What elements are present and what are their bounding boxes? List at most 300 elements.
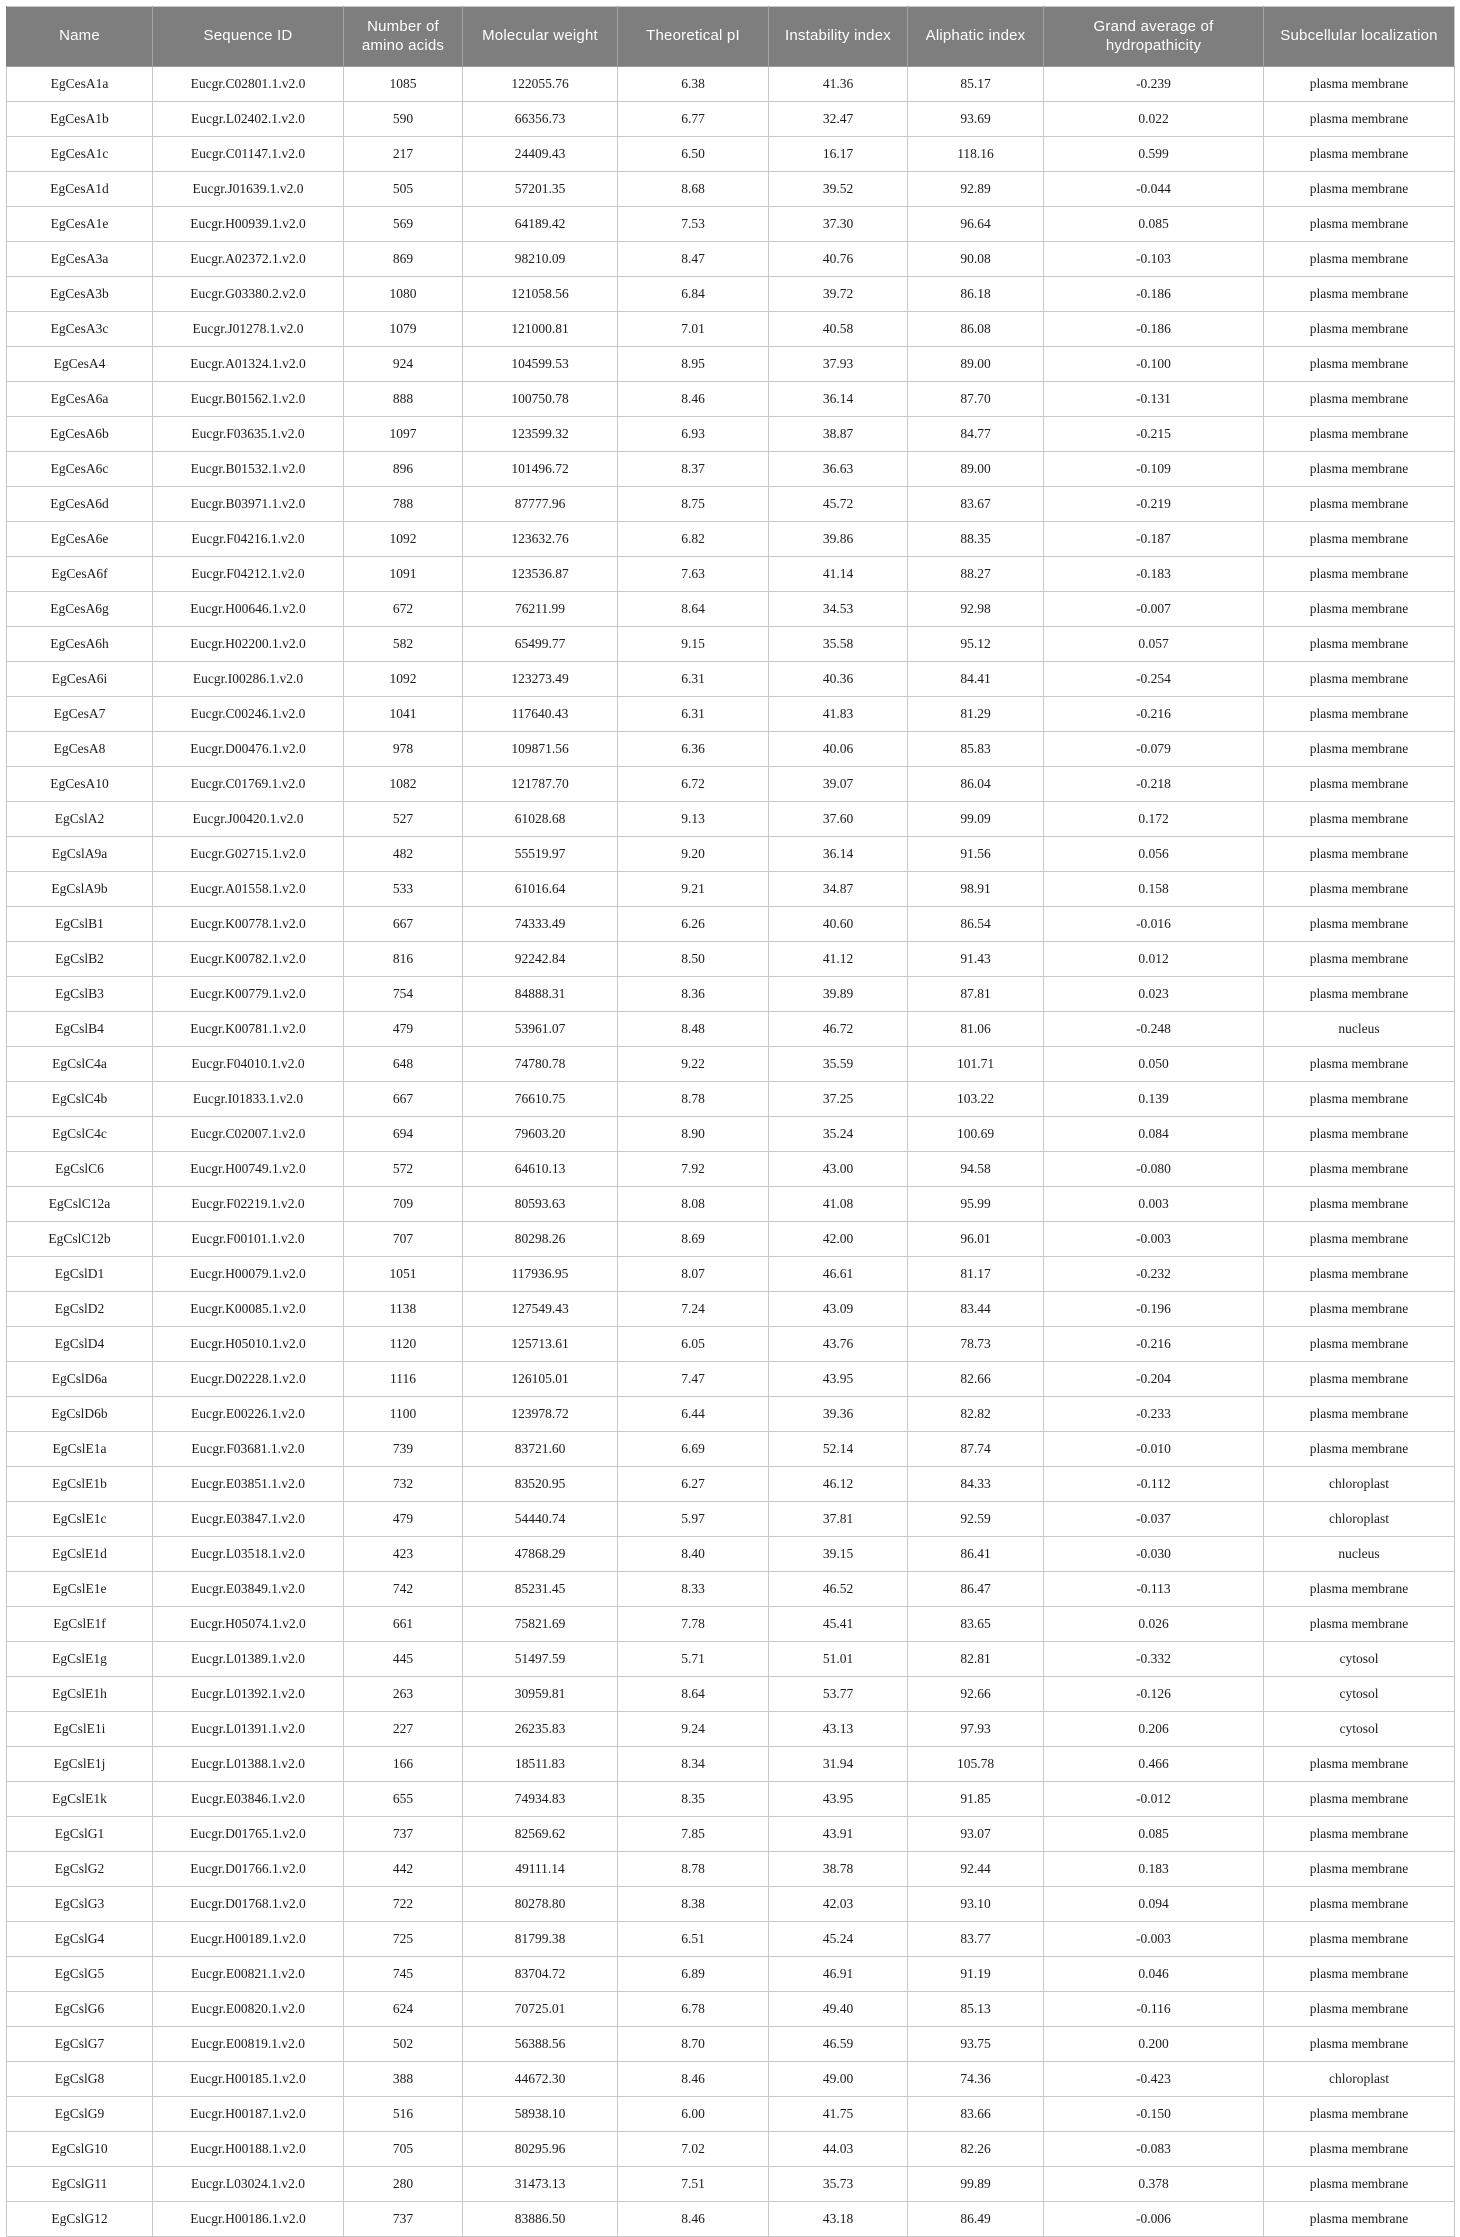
table-cell: 49111.14	[463, 1852, 618, 1887]
table-cell: Eucgr.A02372.1.v2.0	[153, 242, 344, 277]
table-cell: EgCslG4	[7, 1922, 153, 1957]
table-cell: 1092	[344, 522, 463, 557]
table-cell: 0.172	[1044, 802, 1264, 837]
table-cell: 8.64	[618, 592, 769, 627]
table-cell: EgCslG2	[7, 1852, 153, 1887]
table-cell: 70725.01	[463, 1992, 618, 2027]
table-cell: 49.00	[769, 2062, 908, 2097]
table-cell: 37.25	[769, 1082, 908, 1117]
table-cell: 8.08	[618, 1187, 769, 1222]
table-cell: 83.65	[908, 1607, 1044, 1642]
table-cell: 527	[344, 802, 463, 837]
table-cell: plasma membrane	[1264, 1852, 1455, 1887]
table-cell: plasma membrane	[1264, 627, 1455, 662]
table-row	[7, 1747, 1455, 1782]
table-cell: 1080	[344, 277, 463, 312]
table-cell: 31.94	[769, 1747, 908, 1782]
table-cell: 482	[344, 837, 463, 872]
table-cell: plasma membrane	[1264, 2202, 1455, 2237]
table-cell: plasma membrane	[1264, 1607, 1455, 1642]
table-cell: EgCslG1	[7, 1817, 153, 1852]
table-cell: 122055.76	[463, 67, 618, 102]
table-cell: 24409.43	[463, 137, 618, 172]
table-cell: 40.60	[769, 907, 908, 942]
table-cell: -0.215	[1044, 417, 1264, 452]
table-cell: 82.66	[908, 1362, 1044, 1397]
table-cell: 705	[344, 2132, 463, 2167]
table-cell: 41.14	[769, 557, 908, 592]
table-cell: 672	[344, 592, 463, 627]
table-cell: 7.24	[618, 1292, 769, 1327]
table-cell: 91.56	[908, 837, 1044, 872]
table-row	[7, 2132, 1455, 2167]
table-cell: 96.64	[908, 207, 1044, 242]
table-cell: 655	[344, 1782, 463, 1817]
table-cell: EgCslC4a	[7, 1047, 153, 1082]
table-cell: 8.78	[618, 1852, 769, 1887]
table-cell: 479	[344, 1012, 463, 1047]
table-cell: Eucgr.F03681.1.v2.0	[153, 1432, 344, 1467]
table-header-row	[7, 7, 1455, 67]
table-row	[7, 1782, 1455, 1817]
table-row	[7, 1257, 1455, 1292]
table-cell: 92242.84	[463, 942, 618, 977]
table-cell: EgCslE1h	[7, 1677, 153, 1712]
table-cell: 0.084	[1044, 1117, 1264, 1152]
table-cell: EgCslG3	[7, 1887, 153, 1922]
table-row	[7, 277, 1455, 312]
table-cell: 74780.78	[463, 1047, 618, 1082]
table-cell: 0.023	[1044, 977, 1264, 1012]
table-cell: 45.41	[769, 1607, 908, 1642]
table-cell: plasma membrane	[1264, 732, 1455, 767]
table-cell: 86.08	[908, 312, 1044, 347]
table-cell: Eucgr.C02801.1.v2.0	[153, 67, 344, 102]
table-cell: -0.003	[1044, 1222, 1264, 1257]
table-cell: -0.044	[1044, 172, 1264, 207]
table-cell: 6.89	[618, 1957, 769, 1992]
table-cell: plasma membrane	[1264, 102, 1455, 137]
table-cell: 39.86	[769, 522, 908, 557]
table-cell: 82569.62	[463, 1817, 618, 1852]
table-cell: plasma membrane	[1264, 137, 1455, 172]
table-cell: 694	[344, 1117, 463, 1152]
table-cell: plasma membrane	[1264, 1957, 1455, 1992]
table-cell: plasma membrane	[1264, 802, 1455, 837]
table-cell: 39.52	[769, 172, 908, 207]
table-cell: plasma membrane	[1264, 1117, 1455, 1152]
table-row	[7, 1047, 1455, 1082]
table-cell: 83.66	[908, 2097, 1044, 2132]
table-row	[7, 1117, 1455, 1152]
table-row	[7, 102, 1455, 137]
table-cell: Eucgr.E03849.1.v2.0	[153, 1572, 344, 1607]
table-cell: EgCslC4b	[7, 1082, 153, 1117]
table-cell: Eucgr.K00781.1.v2.0	[153, 1012, 344, 1047]
table-cell: -0.186	[1044, 277, 1264, 312]
table-cell: Eucgr.E00819.1.v2.0	[153, 2027, 344, 2062]
table-cell: Eucgr.H00188.1.v2.0	[153, 2132, 344, 2167]
table-cell: EgCslC4c	[7, 1117, 153, 1152]
table-cell: plasma membrane	[1264, 872, 1455, 907]
table-cell: 8.40	[618, 1537, 769, 1572]
table-cell: 7.85	[618, 1817, 769, 1852]
table-cell: -0.012	[1044, 1782, 1264, 1817]
table-cell: EgCslA9a	[7, 837, 153, 872]
table-cell: 7.92	[618, 1152, 769, 1187]
table-cell: plasma membrane	[1264, 767, 1455, 802]
table-cell: 84.41	[908, 662, 1044, 697]
table-row	[7, 452, 1455, 487]
table-cell: plasma membrane	[1264, 1572, 1455, 1607]
table-cell: Eucgr.E03847.1.v2.0	[153, 1502, 344, 1537]
table-cell: 6.31	[618, 697, 769, 732]
table-cell: 101.71	[908, 1047, 1044, 1082]
table-cell: plasma membrane	[1264, 417, 1455, 452]
table-cell: 36.14	[769, 837, 908, 872]
table-cell: 8.75	[618, 487, 769, 522]
table-cell: Eucgr.L01389.1.v2.0	[153, 1642, 344, 1677]
table-cell: Eucgr.E03846.1.v2.0	[153, 1782, 344, 1817]
table-cell: 1051	[344, 1257, 463, 1292]
column-header-molecular-weight: Molecular weight	[463, 7, 618, 67]
table-cell: EgCslG11	[7, 2167, 153, 2202]
table-cell: 83886.50	[463, 2202, 618, 2237]
table-cell: 88.35	[908, 522, 1044, 557]
table-cell: 8.35	[618, 1782, 769, 1817]
table-row	[7, 1957, 1455, 1992]
table-row	[7, 67, 1455, 102]
table-cell: 667	[344, 907, 463, 942]
table-cell: 84.33	[908, 1467, 1044, 1502]
table-cell: 8.46	[618, 382, 769, 417]
table-cell: 84.77	[908, 417, 1044, 452]
table-cell: 46.52	[769, 1572, 908, 1607]
table-cell: 0.003	[1044, 1187, 1264, 1222]
table-cell: 6.05	[618, 1327, 769, 1362]
table-cell: 80298.26	[463, 1222, 618, 1257]
table-cell: 76610.75	[463, 1082, 618, 1117]
table-cell: 6.36	[618, 732, 769, 767]
table-cell: plasma membrane	[1264, 1397, 1455, 1432]
table-cell: Eucgr.J01278.1.v2.0	[153, 312, 344, 347]
table-cell: -0.254	[1044, 662, 1264, 697]
table-cell: plasma membrane	[1264, 67, 1455, 102]
table-cell: EgCslE1b	[7, 1467, 153, 1502]
table-cell: 46.59	[769, 2027, 908, 2062]
table-cell: cytosol	[1264, 1677, 1455, 1712]
table-row	[7, 1572, 1455, 1607]
table-cell: Eucgr.I00286.1.v2.0	[153, 662, 344, 697]
table-cell: 103.22	[908, 1082, 1044, 1117]
table-cell: EgCslE1g	[7, 1642, 153, 1677]
table-cell: 388	[344, 2062, 463, 2097]
table-cell: 65499.77	[463, 627, 618, 662]
table-cell: 8.64	[618, 1677, 769, 1712]
table-cell: 442	[344, 1852, 463, 1887]
table-cell: plasma membrane	[1264, 1047, 1455, 1082]
table-cell: 1041	[344, 697, 463, 732]
table-cell: 1116	[344, 1362, 463, 1397]
table-cell: Eucgr.H05074.1.v2.0	[153, 1607, 344, 1642]
table-cell: 92.44	[908, 1852, 1044, 1887]
table-cell: 1085	[344, 67, 463, 102]
table-cell: Eucgr.B01562.1.v2.0	[153, 382, 344, 417]
table-cell: 6.50	[618, 137, 769, 172]
table-cell: 100750.78	[463, 382, 618, 417]
table-cell: 7.01	[618, 312, 769, 347]
table-cell: -0.007	[1044, 592, 1264, 627]
table-cell: -0.150	[1044, 2097, 1264, 2132]
table-cell: 123273.49	[463, 662, 618, 697]
table-cell: 6.44	[618, 1397, 769, 1432]
table-cell: -0.016	[1044, 907, 1264, 942]
table-cell: plasma membrane	[1264, 207, 1455, 242]
table-cell: plasma membrane	[1264, 1432, 1455, 1467]
table-cell: 0.206	[1044, 1712, 1264, 1747]
table-cell: plasma membrane	[1264, 2097, 1455, 2132]
table-cell: 6.51	[618, 1922, 769, 1957]
table-cell: 217	[344, 137, 463, 172]
table-cell: 46.91	[769, 1957, 908, 1992]
table-cell: 86.18	[908, 277, 1044, 312]
table-cell: Eucgr.J00420.1.v2.0	[153, 802, 344, 837]
table-cell: 47868.29	[463, 1537, 618, 1572]
table-cell: 754	[344, 977, 463, 1012]
table-cell: 85231.45	[463, 1572, 618, 1607]
table-cell: 0.022	[1044, 102, 1264, 137]
table-cell: 46.72	[769, 1012, 908, 1047]
table-cell: 39.36	[769, 1397, 908, 1432]
table-cell: plasma membrane	[1264, 2027, 1455, 2062]
table-cell: EgCesA6h	[7, 627, 153, 662]
table-cell: Eucgr.H00187.1.v2.0	[153, 2097, 344, 2132]
table-cell: 32.47	[769, 102, 908, 137]
table-row	[7, 1327, 1455, 1362]
table-cell: 81.29	[908, 697, 1044, 732]
table-cell: 569	[344, 207, 463, 242]
table-cell: 263	[344, 1677, 463, 1712]
table-cell: Eucgr.B03971.1.v2.0	[153, 487, 344, 522]
table-cell: 8.36	[618, 977, 769, 1012]
table-cell: 109871.56	[463, 732, 618, 767]
table-cell: plasma membrane	[1264, 1887, 1455, 1922]
table-cell: 43.76	[769, 1327, 908, 1362]
table-cell: Eucgr.E03851.1.v2.0	[153, 1467, 344, 1502]
table-cell: 35.59	[769, 1047, 908, 1082]
table-cell: 1100	[344, 1397, 463, 1432]
table-cell: 92.89	[908, 172, 1044, 207]
table-cell: 83.77	[908, 1922, 1044, 1957]
table-cell: 39.89	[769, 977, 908, 1012]
table-cell: 44.03	[769, 2132, 908, 2167]
table-cell: 37.60	[769, 802, 908, 837]
table-cell: 9.21	[618, 872, 769, 907]
table-cell: nucleus	[1264, 1537, 1455, 1572]
table-cell: EgCslG10	[7, 2132, 153, 2167]
table-row	[7, 2027, 1455, 2062]
table-cell: 1092	[344, 662, 463, 697]
table-row	[7, 557, 1455, 592]
table-cell: EgCslE1e	[7, 1572, 153, 1607]
table-cell: 41.83	[769, 697, 908, 732]
table-cell: 7.53	[618, 207, 769, 242]
table-cell: plasma membrane	[1264, 487, 1455, 522]
table-row	[7, 1012, 1455, 1047]
table-cell: 87.81	[908, 977, 1044, 1012]
table-cell: Eucgr.E00821.1.v2.0	[153, 1957, 344, 1992]
table-cell: -0.103	[1044, 242, 1264, 277]
table-row	[7, 1502, 1455, 1537]
table-row	[7, 1397, 1455, 1432]
table-cell: Eucgr.A01558.1.v2.0	[153, 872, 344, 907]
table-cell: Eucgr.H00186.1.v2.0	[153, 2202, 344, 2237]
table-cell: Eucgr.A01324.1.v2.0	[153, 347, 344, 382]
table-cell: EgCslB2	[7, 942, 153, 977]
table-cell: Eucgr.K00085.1.v2.0	[153, 1292, 344, 1327]
table-cell: EgCslA9b	[7, 872, 153, 907]
table-row	[7, 1642, 1455, 1677]
table-cell: Eucgr.G03380.2.v2.0	[153, 277, 344, 312]
table-cell: plasma membrane	[1264, 1082, 1455, 1117]
table-cell: 104599.53	[463, 347, 618, 382]
table-cell: 31473.13	[463, 2167, 618, 2202]
table-cell: -0.219	[1044, 487, 1264, 522]
table-cell: 35.73	[769, 2167, 908, 2202]
table-cell: 9.15	[618, 627, 769, 662]
table-cell: Eucgr.H00185.1.v2.0	[153, 2062, 344, 2097]
table-cell: EgCslD1	[7, 1257, 153, 1292]
table-cell: EgCslE1f	[7, 1607, 153, 1642]
table-cell: EgCesA1e	[7, 207, 153, 242]
table-cell: 93.69	[908, 102, 1044, 137]
table-cell: 582	[344, 627, 463, 662]
table-cell: EgCslB4	[7, 1012, 153, 1047]
table-row	[7, 942, 1455, 977]
table-row	[7, 1187, 1455, 1222]
table-cell: 0.599	[1044, 137, 1264, 172]
table-cell: 80295.96	[463, 2132, 618, 2167]
table-row	[7, 592, 1455, 627]
table-cell: 1079	[344, 312, 463, 347]
table-cell: 51497.59	[463, 1642, 618, 1677]
table-cell: EgCesA6e	[7, 522, 153, 557]
table-cell: Eucgr.H00939.1.v2.0	[153, 207, 344, 242]
table-cell: plasma membrane	[1264, 1327, 1455, 1362]
table-cell: 56388.56	[463, 2027, 618, 2062]
table-cell: EgCesA1a	[7, 67, 153, 102]
table-cell: 227	[344, 1712, 463, 1747]
table-cell: 6.84	[618, 277, 769, 312]
table-cell: EgCslE1c	[7, 1502, 153, 1537]
table-cell: 6.38	[618, 67, 769, 102]
table-cell: EgCslG7	[7, 2027, 153, 2062]
table-cell: Eucgr.C01769.1.v2.0	[153, 767, 344, 802]
table-cell: EgCslE1i	[7, 1712, 153, 1747]
table-row	[7, 242, 1455, 277]
table-cell: 6.00	[618, 2097, 769, 2132]
table-row	[7, 1817, 1455, 1852]
table-row	[7, 1677, 1455, 1712]
table-cell: 41.36	[769, 67, 908, 102]
table-cell: plasma membrane	[1264, 1922, 1455, 1957]
table-cell: 90.08	[908, 242, 1044, 277]
table-cell: 739	[344, 1432, 463, 1467]
table-row	[7, 627, 1455, 662]
table-cell: 46.61	[769, 1257, 908, 1292]
table-row	[7, 802, 1455, 837]
table-cell: Eucgr.E00820.1.v2.0	[153, 1992, 344, 2027]
table-cell: -0.126	[1044, 1677, 1264, 1712]
table-row	[7, 347, 1455, 382]
table-cell: 98.91	[908, 872, 1044, 907]
table-cell: -0.196	[1044, 1292, 1264, 1327]
table-cell: 1138	[344, 1292, 463, 1327]
table-cell: 8.47	[618, 242, 769, 277]
table-cell: plasma membrane	[1264, 2167, 1455, 2202]
table-cell: EgCesA7	[7, 697, 153, 732]
table-cell: EgCesA6b	[7, 417, 153, 452]
table-row	[7, 697, 1455, 732]
table-cell: EgCesA1b	[7, 102, 153, 137]
table-cell: 43.91	[769, 1817, 908, 1852]
table-cell: 7.78	[618, 1607, 769, 1642]
table-cell: 0.050	[1044, 1047, 1264, 1082]
table-cell: 8.95	[618, 347, 769, 382]
table-cell: 127549.43	[463, 1292, 618, 1327]
table-cell: cytosol	[1264, 1642, 1455, 1677]
table-cell: 8.68	[618, 172, 769, 207]
table-cell: EgCslG9	[7, 2097, 153, 2132]
table-cell: Eucgr.D00476.1.v2.0	[153, 732, 344, 767]
table-cell: 40.06	[769, 732, 908, 767]
table-row	[7, 1292, 1455, 1327]
table-cell: 6.78	[618, 1992, 769, 2027]
table-cell: Eucgr.L03024.1.v2.0	[153, 2167, 344, 2202]
table-cell: -0.003	[1044, 1922, 1264, 1957]
table-cell: EgCslC12a	[7, 1187, 153, 1222]
table-cell: plasma membrane	[1264, 277, 1455, 312]
table-cell: 445	[344, 1642, 463, 1677]
table-cell: 53961.07	[463, 1012, 618, 1047]
table-cell: EgCslG12	[7, 2202, 153, 2237]
table-cell: 280	[344, 2167, 463, 2202]
table-cell: EgCesA4	[7, 347, 153, 382]
table-cell: 118.16	[908, 137, 1044, 172]
table-cell: 43.00	[769, 1152, 908, 1187]
table-cell: 80278.80	[463, 1887, 618, 1922]
table-cell: Eucgr.H02200.1.v2.0	[153, 627, 344, 662]
table-row	[7, 837, 1455, 872]
table-row	[7, 522, 1455, 557]
table-cell: 1097	[344, 417, 463, 452]
table-cell: 816	[344, 942, 463, 977]
table-cell: -0.216	[1044, 697, 1264, 732]
table-cell: Eucgr.F03635.1.v2.0	[153, 417, 344, 452]
table-cell: EgCesA3c	[7, 312, 153, 347]
table-cell: 121000.81	[463, 312, 618, 347]
table-cell: 8.34	[618, 1747, 769, 1782]
table-cell: -0.037	[1044, 1502, 1264, 1537]
table-cell: 42.00	[769, 1222, 908, 1257]
table-cell: 8.33	[618, 1572, 769, 1607]
table-cell: 1091	[344, 557, 463, 592]
table-cell: 18511.83	[463, 1747, 618, 1782]
table-cell: 41.08	[769, 1187, 908, 1222]
table-cell: 84888.31	[463, 977, 618, 1012]
table-cell: Eucgr.D01766.1.v2.0	[153, 1852, 344, 1887]
table-cell: 737	[344, 2202, 463, 2237]
